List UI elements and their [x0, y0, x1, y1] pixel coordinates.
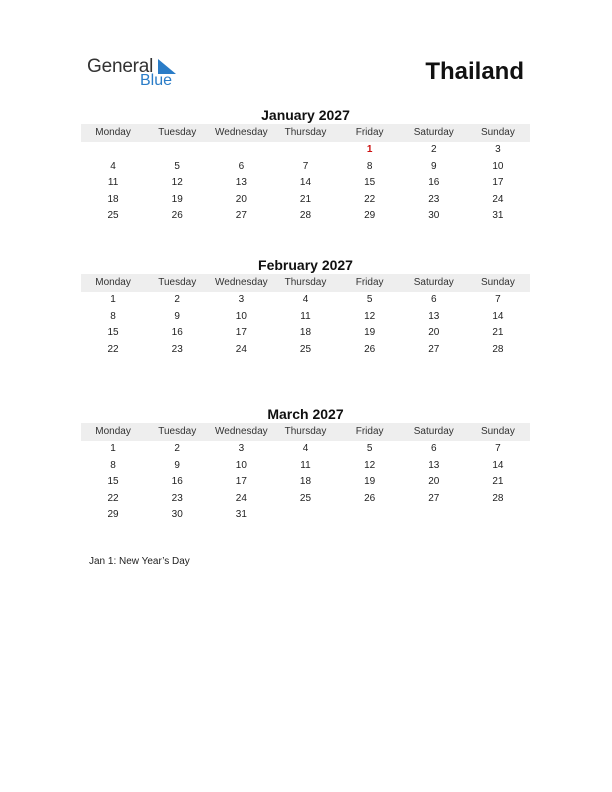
day-cell: 29 [364, 210, 376, 222]
day-cell: 11 [107, 177, 119, 189]
day-cell: 19 [364, 327, 376, 339]
day-cell: 19 [171, 193, 183, 205]
logo-blue-text: Blue [140, 72, 173, 89]
day-cell: 4 [302, 294, 309, 305]
day-cell [273, 507, 337, 524]
day-cell: 3 [495, 144, 501, 155]
weekday-label: Sunday [480, 277, 515, 288]
day-cell: 7 [495, 294, 501, 305]
day-cell: 11 [300, 310, 311, 322]
weekday-label: Sunday [480, 127, 515, 138]
day-cell: 22 [107, 492, 119, 504]
day-cell: 15 [107, 327, 119, 339]
day-cell: 18 [299, 327, 312, 339]
day-cell: 12 [171, 177, 183, 189]
week-row [81, 142, 530, 159]
month-title: February 2027 [258, 257, 353, 273]
day-cell: 1 [110, 294, 116, 305]
week-row [81, 441, 530, 458]
day-cell: 20 [235, 193, 247, 205]
day-cell: 3 [238, 443, 245, 454]
weekday-label: Wednesday [215, 277, 268, 288]
day-cell: 5 [366, 294, 373, 305]
day-cell: 17 [492, 177, 504, 189]
day-cell: 14 [299, 177, 312, 189]
day-cell: 15 [364, 177, 376, 189]
day-cell: 3 [238, 294, 245, 305]
day-cell: 28 [492, 492, 504, 504]
day-cell: 22 [107, 343, 119, 355]
weekday-label: Thursday [284, 426, 327, 437]
weekday-label: Sunday [480, 426, 515, 437]
weekday-label: Thursday [284, 277, 327, 288]
day-cell: 1 [110, 443, 116, 454]
day-cell: 26 [171, 210, 183, 222]
day-cell: 24 [235, 492, 247, 504]
month-title: January 2027 [261, 107, 350, 123]
week-row [81, 208, 530, 225]
day-cell: 23 [428, 193, 440, 205]
day-cell: 7 [302, 160, 309, 172]
day-cell: 25 [107, 210, 119, 222]
generalblue-logo [87, 56, 187, 92]
month-calendar [81, 107, 530, 225]
week-row [81, 491, 530, 508]
weekday-label: Wednesday [215, 426, 268, 437]
weekday-label: Saturday [413, 127, 454, 138]
country-title: Thailand [425, 58, 524, 85]
week-row [81, 292, 530, 309]
day-cell: 5 [366, 443, 373, 454]
day-cell [81, 142, 145, 159]
weekday-header [81, 274, 530, 292]
day-cell: 16 [171, 476, 183, 488]
week-row [81, 342, 530, 359]
month-title: March 2027 [267, 406, 344, 422]
holiday-note: Jan 1: New Year’s Day [89, 556, 190, 567]
day-cell: 5 [174, 160, 180, 172]
logo-general-text: General [87, 56, 154, 77]
day-cell: 23 [171, 492, 183, 504]
week-row [81, 474, 530, 491]
day-cell: 17 [235, 476, 247, 488]
day-cell: 17 [235, 327, 247, 339]
day-cell: 30 [171, 509, 183, 521]
day-cell [338, 507, 402, 524]
day-cell: 22 [364, 193, 376, 205]
weekday-label: Friday [355, 277, 384, 288]
day-cell: 13 [235, 177, 247, 189]
day-cell: 4 [110, 160, 116, 172]
weekday-label: Monday [95, 277, 131, 288]
day-cell [402, 507, 466, 524]
day-cell: 26 [364, 492, 376, 504]
day-cell: 4 [302, 443, 309, 454]
day-cell: 13 [428, 459, 440, 471]
day-cell [466, 507, 530, 524]
day-cell: 31 [492, 210, 504, 222]
day-cell: 27 [428, 343, 440, 355]
day-cell: 23 [171, 343, 183, 355]
weekday-label: Wednesday [215, 127, 268, 138]
weekday-label: Friday [355, 426, 384, 437]
day-cell: 26 [364, 343, 376, 355]
weekday-label: Tuesday [158, 426, 197, 437]
weekday-label: Monday [95, 426, 131, 437]
weekday-label: Saturday [413, 277, 454, 288]
day-cell: 25 [299, 343, 312, 355]
weekday-label: Tuesday [158, 277, 197, 288]
day-cell: 30 [428, 210, 440, 222]
week-row [81, 159, 530, 176]
day-cell: 9 [174, 459, 180, 471]
day-cell: 16 [428, 177, 440, 189]
day-cell: 18 [107, 193, 119, 205]
weekday-label: Tuesday [158, 127, 197, 138]
week-row [81, 175, 530, 192]
day-cell: 11 [300, 459, 311, 471]
weekday-label: Monday [95, 127, 131, 138]
day-cell: 6 [238, 160, 245, 172]
holiday-notes [89, 556, 190, 567]
month-calendar [81, 406, 530, 524]
day-cell: 8 [110, 459, 116, 471]
week-row [81, 192, 530, 209]
day-cell: 24 [235, 343, 247, 355]
day-cell: 1 [366, 144, 373, 155]
day-cell: 9 [174, 310, 180, 322]
day-cell: 7 [495, 443, 501, 454]
day-cell: 12 [364, 459, 376, 471]
day-cell: 25 [299, 492, 312, 504]
day-cell: 9 [430, 160, 437, 172]
day-cell: 20 [428, 476, 440, 488]
day-cell [145, 142, 209, 159]
weekday-label: Friday [355, 127, 384, 138]
day-cell: 19 [364, 476, 376, 488]
day-cell: 14 [492, 310, 504, 322]
day-cell [273, 142, 337, 159]
day-cell: 10 [235, 310, 247, 322]
day-cell: 21 [492, 476, 504, 488]
day-cell: 10 [235, 459, 247, 471]
day-cell: 28 [299, 210, 312, 222]
day-cell: 2 [174, 443, 180, 454]
day-cell: 15 [107, 476, 119, 488]
day-cell [209, 142, 273, 159]
day-cell: 6 [430, 443, 437, 454]
day-cell: 31 [235, 509, 247, 521]
day-cell: 27 [235, 210, 247, 222]
week-row [81, 325, 530, 342]
day-cell: 13 [428, 310, 440, 322]
weekday-header [81, 423, 530, 441]
day-cell: 16 [171, 327, 183, 339]
day-cell: 14 [492, 459, 504, 471]
day-cell: 2 [174, 294, 180, 305]
day-cell: 28 [492, 343, 504, 355]
day-cell: 21 [299, 193, 312, 205]
day-cell: 10 [492, 160, 504, 172]
week-row [81, 507, 530, 524]
day-cell: 18 [299, 476, 312, 488]
day-cell: 29 [107, 509, 119, 521]
day-cell: 8 [110, 310, 116, 322]
day-cell: 12 [364, 310, 376, 322]
day-cell: 8 [366, 160, 373, 172]
day-cell: 20 [428, 327, 440, 339]
day-cell: 27 [428, 492, 440, 504]
weekday-header [81, 124, 530, 142]
month-calendar [81, 257, 530, 358]
day-cell: 21 [492, 327, 504, 339]
week-row [81, 458, 530, 475]
day-cell: 2 [430, 144, 437, 155]
week-row [81, 309, 530, 326]
day-cell: 24 [492, 193, 504, 205]
weekday-label: Saturday [413, 426, 454, 437]
weekday-label: Thursday [284, 127, 327, 138]
day-cell: 6 [430, 294, 437, 305]
